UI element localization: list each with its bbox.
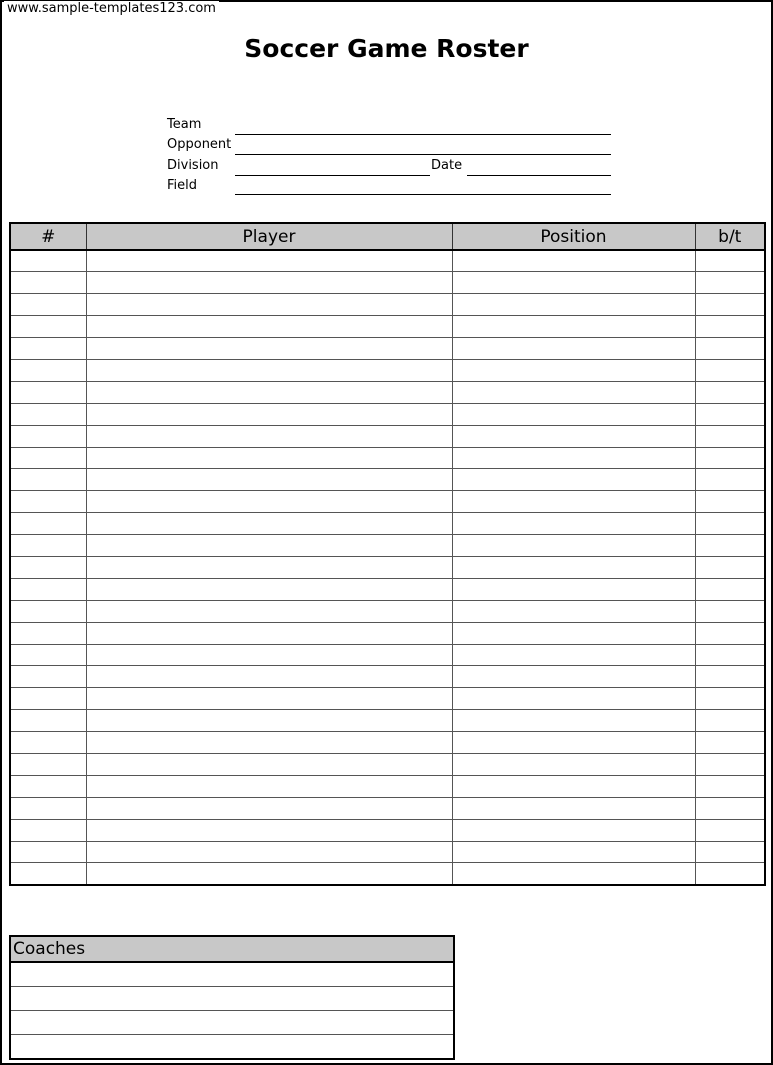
player-column-header: Player (86, 223, 452, 250)
number-cell[interactable] (10, 491, 86, 513)
position-cell[interactable] (452, 250, 695, 272)
bt-cell[interactable] (695, 710, 765, 732)
number-cell[interactable] (10, 622, 86, 644)
coach-row (10, 987, 454, 1011)
position-cell[interactable] (452, 556, 695, 578)
position-cell[interactable] (452, 381, 695, 403)
player-cell[interactable] (86, 775, 452, 797)
table-row (10, 513, 765, 535)
coach-cell[interactable] (10, 1035, 454, 1060)
player-cell[interactable] (86, 491, 452, 513)
bt-cell[interactable] (695, 841, 765, 863)
number-cell[interactable] (10, 578, 86, 600)
position-cell[interactable] (452, 622, 695, 644)
number-cell[interactable] (10, 535, 86, 557)
position-cell[interactable] (452, 338, 695, 360)
bt-cell[interactable] (695, 732, 765, 754)
team-label: Team (167, 117, 202, 132)
table-row (10, 688, 765, 710)
bt-cell[interactable] (695, 600, 765, 622)
number-cell[interactable] (10, 381, 86, 403)
player-cell[interactable] (86, 425, 452, 447)
player-cell[interactable] (86, 578, 452, 600)
player-cell[interactable] (86, 622, 452, 644)
position-cell[interactable] (452, 535, 695, 557)
coach-row (10, 962, 454, 987)
bt-cell[interactable] (695, 775, 765, 797)
player-cell[interactable] (86, 316, 452, 338)
position-cell[interactable] (452, 753, 695, 775)
bt-cell[interactable] (695, 316, 765, 338)
bt-cell[interactable] (695, 819, 765, 841)
roster-header-row (10, 223, 765, 250)
table-row (10, 775, 765, 797)
position-cell[interactable] (452, 863, 695, 885)
number-cell[interactable] (10, 316, 86, 338)
number-cell[interactable] (10, 447, 86, 469)
division-field[interactable] (235, 175, 430, 176)
position-cell[interactable] (452, 666, 695, 688)
page-title: Soccer Game Roster (244, 34, 529, 63)
watermark: www.sample-templates123.com (4, 1, 219, 16)
player-cell[interactable] (86, 447, 452, 469)
date-field[interactable] (467, 175, 611, 176)
number-cell[interactable] (10, 600, 86, 622)
bt-cell[interactable] (695, 578, 765, 600)
player-cell[interactable] (86, 359, 452, 381)
bt-column-header: b/t (695, 223, 765, 250)
roster-table (9, 222, 766, 886)
player-cell[interactable] (86, 710, 452, 732)
player-cell[interactable] (86, 600, 452, 622)
bt-cell[interactable] (695, 294, 765, 316)
number-cell[interactable] (10, 556, 86, 578)
table-row (10, 272, 765, 294)
bt-cell[interactable] (695, 359, 765, 381)
bt-cell[interactable] (695, 644, 765, 666)
player-cell[interactable] (86, 469, 452, 491)
player-cell[interactable] (86, 688, 452, 710)
bt-cell[interactable] (695, 425, 765, 447)
number-cell[interactable] (10, 403, 86, 425)
number-cell[interactable] (10, 469, 86, 491)
bt-cell[interactable] (695, 403, 765, 425)
coach-cell[interactable] (10, 1011, 454, 1035)
table-row (10, 338, 765, 360)
position-cell[interactable] (452, 403, 695, 425)
player-cell[interactable] (86, 841, 452, 863)
table-row (10, 469, 765, 491)
bt-cell[interactable] (695, 469, 765, 491)
number-cell[interactable] (10, 338, 86, 360)
number-cell[interactable] (10, 710, 86, 732)
table-row (10, 819, 765, 841)
bt-cell[interactable] (695, 797, 765, 819)
bt-cell[interactable] (695, 666, 765, 688)
number-cell[interactable] (10, 732, 86, 754)
coach-cell[interactable] (10, 962, 454, 987)
field-label: Field (167, 178, 198, 193)
coaches-header: Coaches (10, 936, 454, 962)
position-cell[interactable] (452, 425, 695, 447)
opponent-field[interactable] (235, 154, 611, 155)
position-cell[interactable] (452, 644, 695, 666)
number-cell[interactable] (10, 841, 86, 863)
player-cell[interactable] (86, 644, 452, 666)
number-cell[interactable] (10, 666, 86, 688)
table-row (10, 250, 765, 272)
player-cell[interactable] (86, 403, 452, 425)
bt-cell[interactable] (695, 250, 765, 272)
bt-cell[interactable] (695, 272, 765, 294)
position-cell[interactable] (452, 294, 695, 316)
position-cell[interactable] (452, 447, 695, 469)
table-row (10, 644, 765, 666)
player-cell[interactable] (86, 666, 452, 688)
table-row (10, 622, 765, 644)
coaches-body (10, 962, 454, 1059)
table-row (10, 535, 765, 557)
table-row (10, 732, 765, 754)
number-cell[interactable] (10, 819, 86, 841)
position-cell[interactable] (452, 578, 695, 600)
table-row (10, 753, 765, 775)
table-row (10, 841, 765, 863)
coaches-table (9, 935, 455, 1060)
position-cell[interactable] (452, 316, 695, 338)
team-field[interactable] (235, 134, 611, 135)
player-cell[interactable] (86, 250, 452, 272)
player-cell[interactable] (86, 338, 452, 360)
player-cell[interactable] (86, 819, 452, 841)
number-cell[interactable] (10, 644, 86, 666)
field-field[interactable] (235, 194, 611, 195)
player-cell[interactable] (86, 556, 452, 578)
position-cell[interactable] (452, 710, 695, 732)
player-cell[interactable] (86, 535, 452, 557)
table-row (10, 666, 765, 688)
player-cell[interactable] (86, 753, 452, 775)
table-row (10, 863, 765, 885)
coach-row (10, 1011, 454, 1035)
bt-cell[interactable] (695, 381, 765, 403)
table-row (10, 491, 765, 513)
position-cell[interactable] (452, 272, 695, 294)
table-row (10, 381, 765, 403)
table-row (10, 294, 765, 316)
table-row (10, 710, 765, 732)
bt-cell[interactable] (695, 753, 765, 775)
player-cell[interactable] (86, 294, 452, 316)
position-cell[interactable] (452, 469, 695, 491)
roster-body (10, 250, 765, 885)
bt-cell[interactable] (695, 688, 765, 710)
bt-cell[interactable] (695, 622, 765, 644)
number-cell[interactable] (10, 272, 86, 294)
table-row (10, 578, 765, 600)
player-cell[interactable] (86, 797, 452, 819)
table-row (10, 556, 765, 578)
number-cell[interactable] (10, 359, 86, 381)
number-cell[interactable] (10, 250, 86, 272)
bt-cell[interactable] (695, 535, 765, 557)
table-row (10, 600, 765, 622)
table-row (10, 316, 765, 338)
table-row (10, 797, 765, 819)
bt-cell[interactable] (695, 447, 765, 469)
bt-cell[interactable] (695, 556, 765, 578)
table-row (10, 403, 765, 425)
number-cell[interactable] (10, 513, 86, 535)
position-cell[interactable] (452, 775, 695, 797)
position-cell[interactable] (452, 513, 695, 535)
table-row (10, 425, 765, 447)
number-cell[interactable] (10, 425, 86, 447)
position-cell[interactable] (452, 819, 695, 841)
coach-cell[interactable] (10, 987, 454, 1011)
position-cell[interactable] (452, 359, 695, 381)
number-cell[interactable] (10, 688, 86, 710)
position-cell[interactable] (452, 797, 695, 819)
number-cell[interactable] (10, 753, 86, 775)
bt-cell[interactable] (695, 513, 765, 535)
position-cell[interactable] (452, 491, 695, 513)
table-row (10, 359, 765, 381)
number-cell[interactable] (10, 797, 86, 819)
date-label: Date (431, 158, 463, 173)
number-cell[interactable] (10, 294, 86, 316)
player-cell[interactable] (86, 381, 452, 403)
position-cell[interactable] (452, 732, 695, 754)
position-cell[interactable] (452, 841, 695, 863)
player-cell[interactable] (86, 863, 452, 885)
number-column-header: # (10, 223, 86, 250)
bt-cell[interactable] (695, 863, 765, 885)
bt-cell[interactable] (695, 338, 765, 360)
position-column-header: Position (452, 223, 695, 250)
coach-row (10, 1035, 454, 1060)
position-cell[interactable] (452, 600, 695, 622)
player-cell[interactable] (86, 513, 452, 535)
number-cell[interactable] (10, 775, 86, 797)
table-row (10, 447, 765, 469)
player-cell[interactable] (86, 732, 452, 754)
bt-cell[interactable] (695, 491, 765, 513)
player-cell[interactable] (86, 272, 452, 294)
number-cell[interactable] (10, 863, 86, 885)
opponent-label: Opponent (167, 137, 232, 152)
coaches-header-row (10, 936, 454, 962)
position-cell[interactable] (452, 688, 695, 710)
division-label: Division (167, 158, 219, 173)
